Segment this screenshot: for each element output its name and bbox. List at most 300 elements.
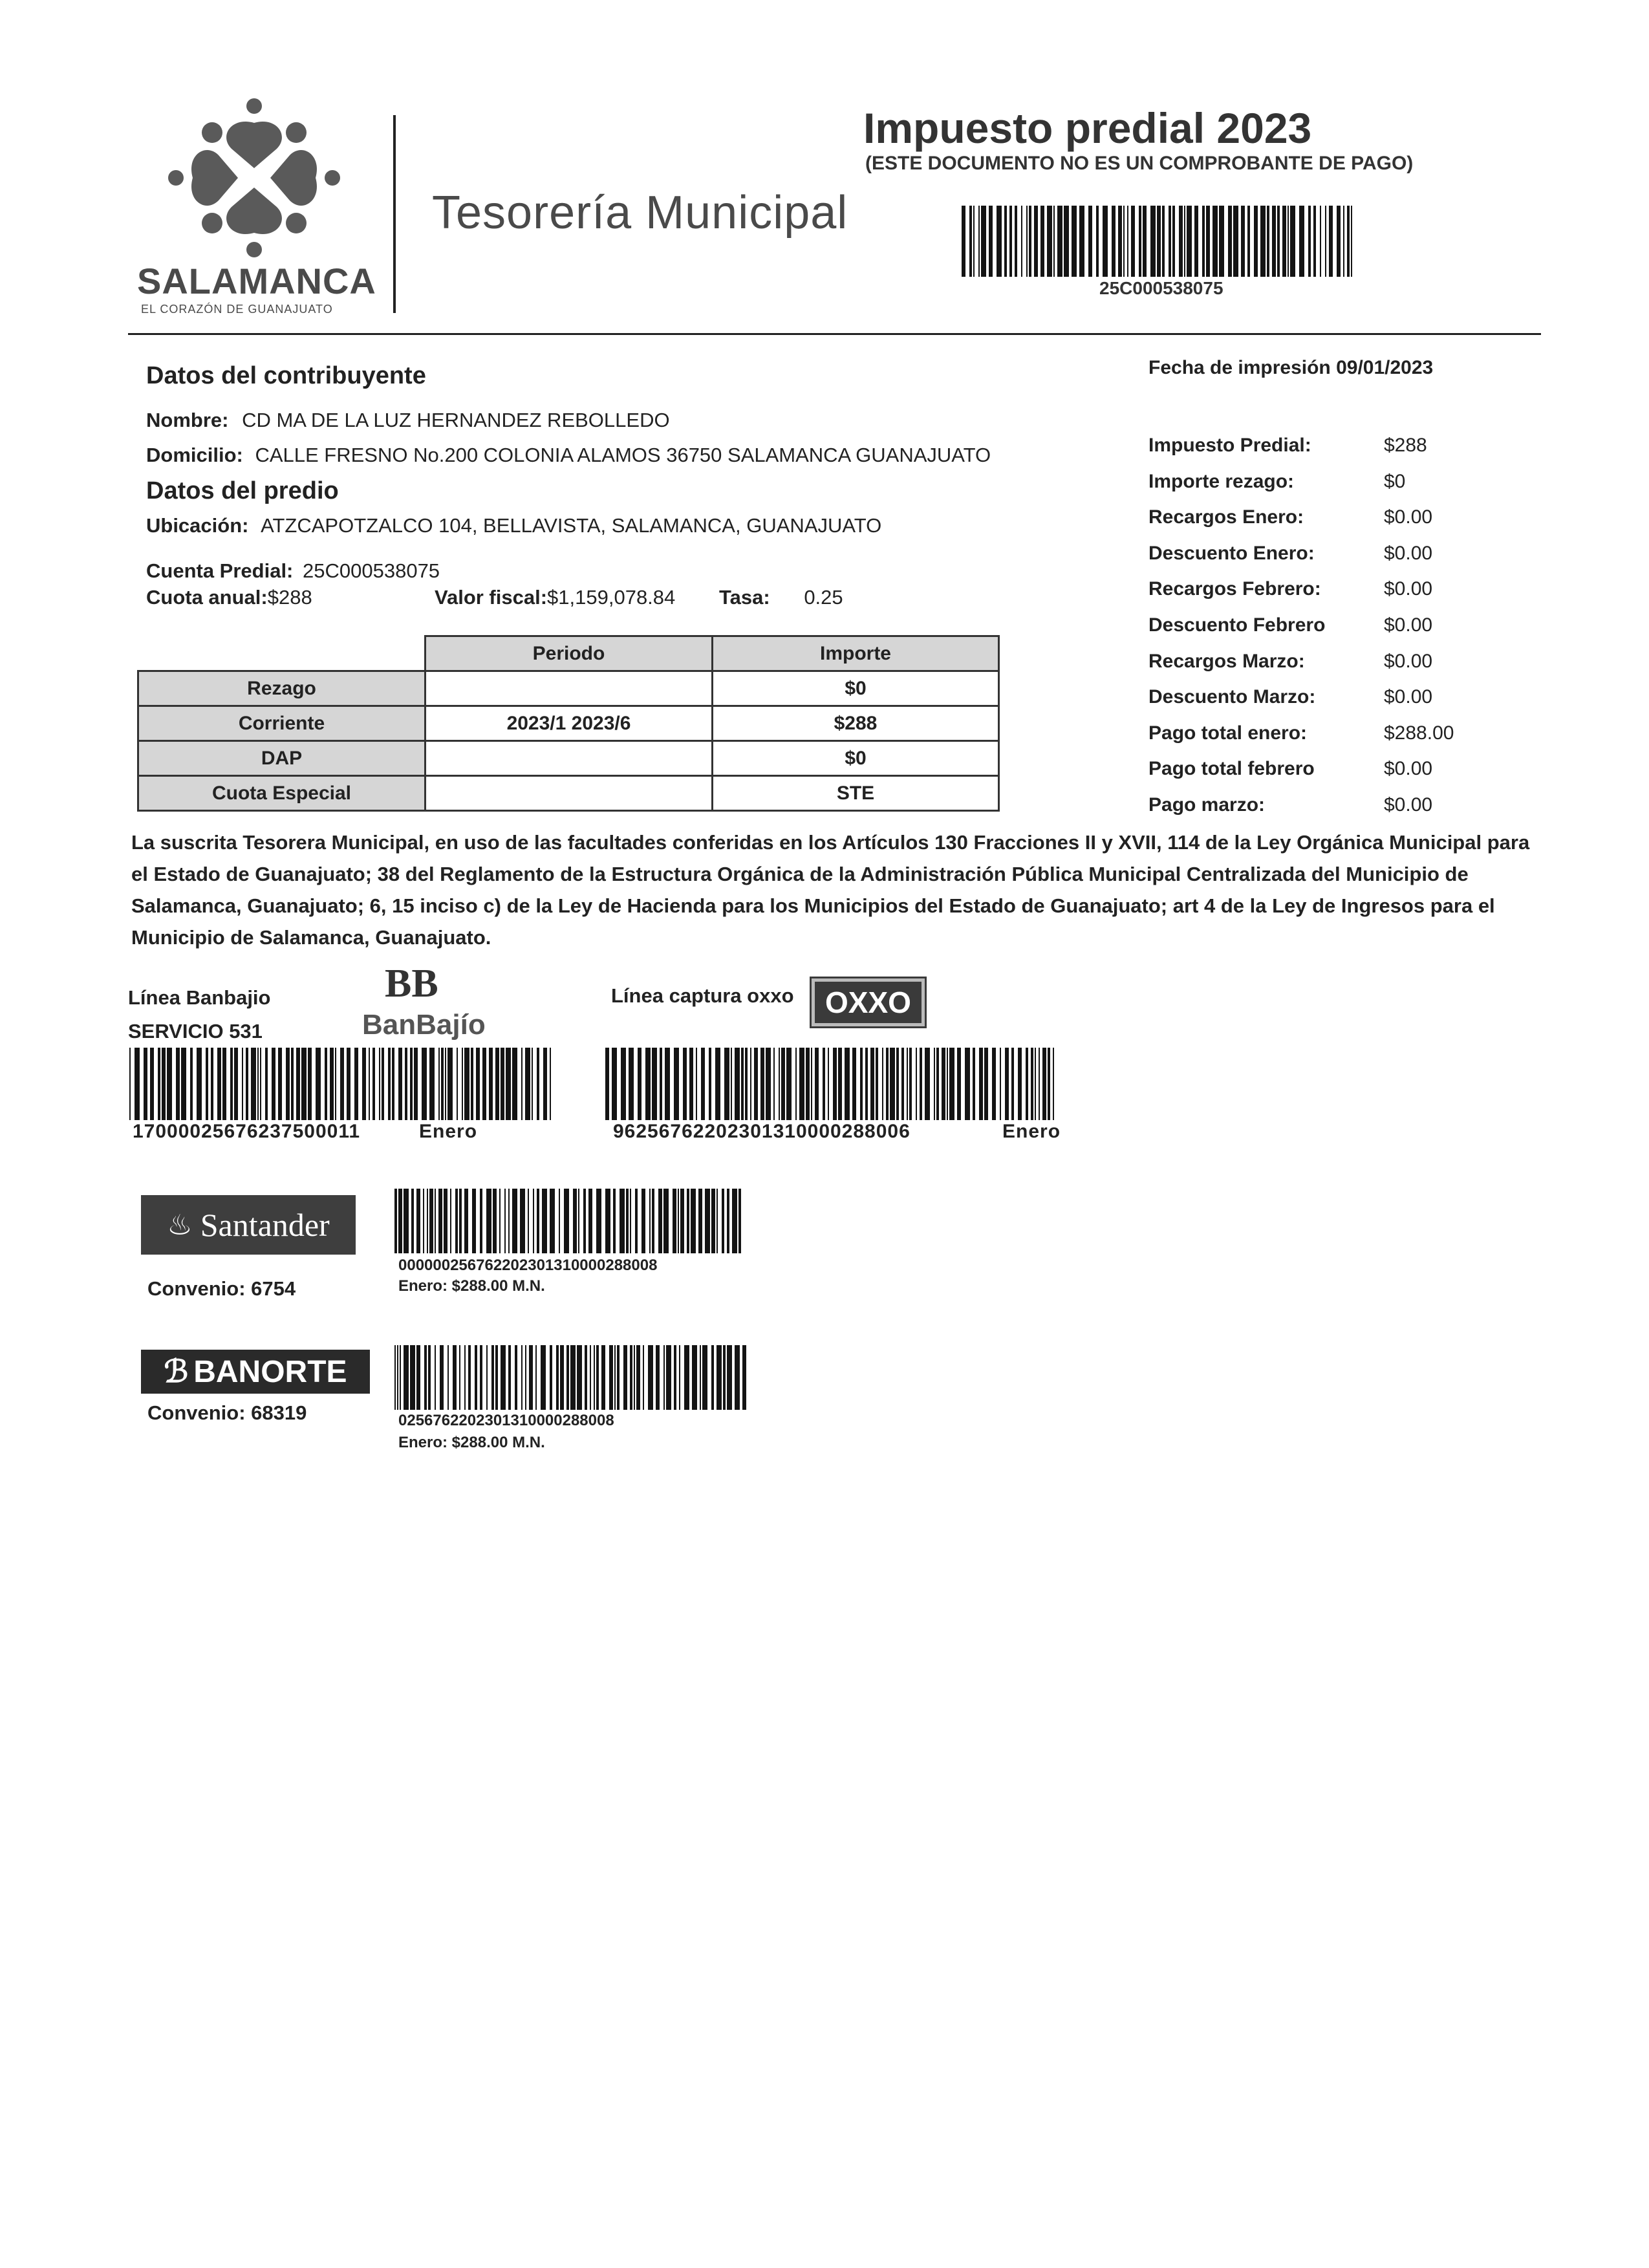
barcode-bar	[1057, 206, 1062, 277]
barcode-bar	[1179, 206, 1183, 277]
flame-icon: ♨	[167, 1209, 193, 1241]
barcode-bar	[754, 1048, 758, 1120]
barcode-bar	[308, 1048, 312, 1120]
barcode-bar	[162, 1048, 166, 1120]
summary-label: Descuento Marzo:	[1148, 686, 1316, 707]
barcode-bar	[1187, 206, 1192, 277]
barcode-bar	[398, 1048, 402, 1120]
barcode-bar	[435, 1345, 436, 1410]
barcode-bar	[438, 1048, 440, 1120]
domicilio-field	[146, 444, 991, 467]
summary-label: Pago total enero:	[1148, 722, 1308, 744]
barcode-bar	[660, 1048, 662, 1120]
legal-text: La suscrita Tesorera Municipal, en uso de las facultades conferidas en los Artículos 130 Fracciones II y XVII, 114 de la Ley Orgánica Municipal para el Estado de Guanajuato; 38 del Reglamento de la Estructura Orgánica de la Administración Pública Municipal Centralizada del Municipio de Salamanca, Guanajuato; 6, 15 inciso c) de la Ley de Hacienda para los Municipios del Estado de Guanajuato; art 4 de la Ley de Ingresos para el Municipio de Salamanca, Guanajuato.	[131, 831, 1530, 949]
barcode-bar	[1029, 206, 1031, 277]
barcode-bar	[882, 1048, 883, 1120]
oxxo-logo: OXXO	[812, 978, 925, 1026]
header-divider	[393, 115, 396, 313]
barcode-bar	[605, 1189, 610, 1253]
banbajio-servicio: SERVICIO 531	[128, 1020, 263, 1042]
barcode-bar	[1079, 206, 1084, 277]
barcode-bar	[583, 1189, 586, 1253]
barcode-bar	[673, 1189, 676, 1253]
barcode-bar	[1162, 206, 1165, 277]
salamanca-logo	[167, 97, 341, 259]
barcode-bar	[455, 1189, 458, 1253]
barcode-bar	[609, 1345, 613, 1410]
table-periodo	[426, 776, 713, 811]
barcode-bar	[394, 1189, 397, 1253]
barcode-bar	[1228, 206, 1232, 277]
barcode-bar	[742, 1345, 746, 1410]
barcode-bar	[823, 1048, 825, 1120]
barcode-bar	[828, 1048, 829, 1120]
barcode-bar	[766, 1048, 771, 1120]
santander-amount: Enero: $288.00 M.N.	[398, 1277, 545, 1295]
barcode-bar	[596, 1189, 601, 1253]
barcode-bar	[556, 1345, 559, 1410]
barcode-bar	[369, 1048, 370, 1120]
barcode-bar	[1034, 206, 1038, 277]
barcode-bar	[727, 1189, 729, 1253]
barcode-bar	[674, 1048, 679, 1120]
barcode-bar	[1139, 206, 1141, 277]
barcode-bar	[973, 1048, 975, 1120]
barcode-bar	[515, 1345, 517, 1410]
barcode-bar	[217, 1048, 221, 1120]
barcode-bar	[1131, 206, 1135, 277]
barcode-bar	[459, 1189, 462, 1253]
barcode-bar	[779, 1048, 780, 1120]
barcode-bar	[1337, 206, 1341, 277]
barcode-bar	[1260, 206, 1266, 277]
summary-value: $288	[1384, 435, 1427, 456]
summary-label: Descuento Febrero	[1148, 614, 1326, 636]
barcode-bar	[674, 1345, 676, 1410]
barcode-bar	[896, 1048, 899, 1120]
barcode-bar	[372, 1048, 375, 1120]
barcode-bar	[316, 1048, 321, 1120]
barcode-bar	[691, 1189, 696, 1253]
barcode-bar	[735, 1345, 740, 1410]
print-date	[1148, 357, 1433, 379]
barcode-bar	[1004, 206, 1007, 277]
barcode-bar	[981, 206, 986, 277]
barcode-bar	[723, 1345, 726, 1410]
banorte-amount: Enero: $288.00 M.N.	[398, 1434, 545, 1451]
barcode-bar	[404, 1189, 409, 1253]
barcode-bar	[158, 1048, 160, 1120]
santander-logo	[141, 1195, 356, 1255]
barcode-bar	[1039, 1048, 1040, 1120]
oxxo-barcode	[605, 1048, 1059, 1120]
barcode-bar	[242, 1048, 243, 1120]
barcode-bar	[570, 1345, 576, 1410]
barcode-bar	[590, 1345, 591, 1410]
barcode-bar	[278, 1048, 282, 1120]
barcode-bar	[521, 1345, 523, 1410]
barcode-bar	[1053, 206, 1055, 277]
barcode-bar	[1157, 206, 1161, 277]
barcode-bar	[440, 1345, 444, 1410]
tasa-field	[719, 586, 843, 609]
cuota-value: $288	[267, 586, 312, 609]
barcode-bar	[504, 1189, 506, 1253]
barcode-bar	[1247, 206, 1250, 277]
ubicacion-label: Ubicación:	[146, 514, 249, 537]
barcode-bar	[683, 1048, 687, 1120]
barcode-bar	[738, 1189, 741, 1253]
barcode-bar	[641, 1189, 645, 1253]
barcode-bar	[532, 1048, 533, 1120]
barcode-bar	[1127, 206, 1128, 277]
barcode-bar	[560, 1345, 564, 1410]
barcode-bar	[696, 1048, 697, 1120]
barcode-bar	[865, 1048, 868, 1120]
barcode-bar	[246, 1048, 248, 1120]
barcode-bar	[257, 1048, 259, 1120]
cuenta-field	[146, 559, 440, 583]
summary-value: $0.00	[1384, 506, 1433, 528]
barcode-bar	[135, 1048, 140, 1120]
barcode-bar	[521, 1048, 523, 1120]
barcode-bar	[550, 1189, 555, 1253]
barcode-bar	[1254, 206, 1258, 277]
barcode-bar	[643, 1345, 644, 1410]
barcode-bar	[1005, 1048, 1009, 1120]
barcode-bar	[901, 1048, 904, 1120]
table-row	[138, 671, 999, 706]
table-concept: Cuota Especial	[138, 776, 426, 811]
barcode-bar	[410, 1048, 413, 1120]
table-concept: Rezago	[138, 671, 426, 706]
barcode-bar	[1351, 206, 1352, 277]
barcode-bar	[286, 1048, 290, 1120]
barcode-bar	[907, 1048, 908, 1120]
barcode-bar	[1267, 206, 1269, 277]
summary-value: $0.00	[1384, 758, 1433, 779]
barcode-bar	[1064, 206, 1069, 277]
barcode-bar	[410, 1345, 415, 1410]
barcode-bar	[1206, 206, 1210, 277]
barcode-bar	[354, 1048, 358, 1120]
barcode-bar	[464, 1048, 469, 1120]
table-periodo	[426, 671, 713, 706]
barcode-bar	[957, 1048, 961, 1120]
barcode-bar	[1343, 206, 1344, 277]
barcode-bar	[1123, 206, 1125, 277]
oxxo-barcode-number: 96256762202301310000288006	[613, 1121, 911, 1142]
barcode-bar	[1233, 206, 1238, 277]
barcode-bar	[634, 1345, 635, 1410]
table-importe: $0	[713, 741, 999, 776]
barcode-bar	[325, 1048, 327, 1120]
barcode-bar	[176, 1048, 180, 1120]
barcode-bar	[459, 1345, 460, 1410]
barcode-bar	[732, 1189, 737, 1253]
barcode-bar	[617, 1345, 620, 1410]
barcode-bar	[1184, 206, 1185, 277]
barcode-bar	[181, 1048, 186, 1120]
barcode-bar	[400, 1345, 401, 1410]
barcode-bar	[464, 1345, 466, 1410]
barcode-bar	[1172, 206, 1175, 277]
barcode-bar	[649, 1189, 651, 1253]
barcode-bar	[528, 1189, 529, 1253]
barcode-bar	[428, 1345, 431, 1410]
barcode-bar	[1325, 206, 1326, 277]
valor-label: Valor fiscal:	[435, 586, 548, 609]
barcode-bar	[508, 1189, 510, 1253]
barcode-bar	[468, 1345, 471, 1410]
barcode-bar	[711, 1345, 714, 1410]
barcode-bar	[984, 1048, 988, 1120]
barcode-bar	[638, 1048, 641, 1120]
barcode-bar	[291, 1048, 294, 1120]
barcode-bar	[190, 1048, 193, 1120]
table-concept: DAP	[138, 741, 426, 776]
barcode-bar	[1103, 206, 1108, 277]
tasa-value: 0.25	[804, 586, 843, 609]
barcode-bar	[656, 1345, 660, 1410]
barcode-bar	[1009, 206, 1012, 277]
barcode-bar	[992, 1048, 996, 1120]
table-importe: $288	[713, 706, 999, 741]
barcode-bar	[596, 1345, 599, 1410]
barcode-bar	[222, 1048, 226, 1120]
barcode-bar	[429, 1189, 433, 1253]
cuota-label: Cuota anual:	[146, 586, 268, 609]
barcode-bar	[167, 1048, 172, 1120]
barcode-bar	[211, 1048, 213, 1120]
oxxo-month: Enero	[1002, 1121, 1061, 1142]
barcode-bar	[486, 1345, 488, 1410]
barcode-bar	[680, 1189, 684, 1253]
summary-value: $0.00	[1384, 686, 1433, 707]
barcode-bar	[577, 1345, 582, 1410]
barcode-bar	[476, 1048, 480, 1120]
barcode-bar	[512, 1048, 517, 1120]
barcode-bar	[978, 206, 980, 277]
barcode-bar	[700, 1345, 701, 1410]
barcode-bar	[411, 1189, 414, 1253]
barcode-bar	[1282, 206, 1286, 277]
header-barcode	[962, 206, 1356, 277]
barcode-bar	[573, 1189, 577, 1253]
barcode-bar	[416, 1189, 420, 1253]
barcode-bar	[382, 1048, 384, 1120]
barcode-bar	[1320, 206, 1321, 277]
document-note: (ESTE DOCUMENTO NO ES UN COMPROBANTE DE PAGO)	[865, 153, 1414, 174]
barcode-bar	[942, 1048, 945, 1120]
banbajio-logo-text: BanBajío	[362, 1009, 486, 1041]
summary-value: $0.00	[1384, 543, 1433, 564]
brand-tagline: EL CORAZÓN DE GUANAJUATO	[141, 303, 333, 316]
barcode-bar	[464, 1189, 468, 1253]
banbajio-month: Enero	[419, 1121, 478, 1142]
barcode-bar	[542, 1189, 547, 1253]
summary-label: Impuesto Predial:	[1148, 435, 1311, 456]
barcode-bar	[1329, 206, 1333, 277]
summary-label: Recargos Febrero:	[1148, 578, 1321, 599]
banbajio-label: Línea Banbajio	[128, 986, 271, 1009]
domicilio-label: Domicilio:	[146, 444, 243, 466]
barcode-bar	[735, 1048, 740, 1120]
barcode-bar	[997, 206, 1002, 277]
barcode-bar	[422, 1048, 427, 1120]
banbajio-barcode	[129, 1048, 553, 1120]
barcode-bar	[1194, 206, 1198, 277]
oxxo-label: Línea captura oxxo	[611, 984, 794, 1007]
barcode-bar	[1313, 206, 1316, 277]
barcode-bar	[330, 1048, 334, 1120]
tasa-label: Tasa:	[719, 586, 770, 609]
santander-convenio: Convenio: 6754	[147, 1277, 296, 1300]
barcode-bar	[1219, 206, 1224, 277]
barcode-bar	[486, 1189, 491, 1253]
barcode-bar	[969, 206, 972, 277]
barcode-bar	[480, 1345, 482, 1410]
barcode-bar	[260, 1048, 261, 1120]
barcode-bar	[1018, 1048, 1022, 1120]
barcode-bar	[947, 1048, 948, 1120]
barcode-bar	[701, 1048, 705, 1120]
barcode-bar	[620, 1189, 625, 1253]
barcode-bar	[635, 1189, 638, 1253]
barcode-bar	[1212, 206, 1218, 277]
barcode-bar	[550, 1345, 552, 1410]
print-date-value: 09/01/2023	[1336, 357, 1434, 378]
summary-value: $0.00	[1384, 614, 1433, 636]
barcode-bar	[489, 1048, 493, 1120]
print-date-label: Fecha de impresión	[1148, 357, 1331, 378]
barcode-bar	[525, 1345, 526, 1410]
barcode-bar	[689, 1048, 693, 1120]
summary-label: Pago marzo:	[1148, 794, 1266, 815]
period-table	[137, 635, 1000, 812]
banbajio-barcode-number: 1700002567623750001​1	[133, 1121, 361, 1142]
barcode-bar	[722, 1189, 724, 1253]
barcode-bar	[806, 1048, 810, 1120]
barcode-bar	[614, 1345, 616, 1410]
barcode-bar	[1047, 206, 1052, 277]
property-heading: Datos del predio	[146, 477, 339, 504]
barcode-bar	[347, 1048, 350, 1120]
barcode-bar	[678, 1189, 679, 1253]
table-concept: Corriente	[138, 706, 426, 741]
santander-barcode	[394, 1189, 747, 1253]
barcode-bar	[272, 1048, 275, 1120]
barcode-bar	[301, 1048, 307, 1120]
barcode-bar	[508, 1345, 511, 1410]
barcode-bar	[335, 1048, 336, 1120]
barcode-bar	[251, 1048, 256, 1120]
barcode-bar	[838, 1048, 842, 1120]
barcode-bar	[429, 1048, 435, 1120]
barcode-bar	[920, 1048, 922, 1120]
barcode-bar	[397, 1345, 398, 1410]
barcode-bar	[705, 1189, 710, 1253]
barcode-bar	[457, 1048, 458, 1120]
barcode-bar	[398, 1189, 402, 1253]
barcode-bar	[731, 1048, 732, 1120]
barcode-bar	[630, 1345, 632, 1410]
barcode-bar	[1143, 206, 1147, 277]
barcode-bar	[520, 1189, 525, 1253]
barcode-bar	[480, 1189, 482, 1253]
banorte-barcode-number: 02567622023013100002880​08	[398, 1412, 614, 1429]
header-rule	[128, 333, 1541, 335]
barcode-bar	[645, 1048, 651, 1120]
valor-field	[435, 586, 675, 609]
barcode-bar	[786, 1048, 792, 1120]
banorte-barcode	[394, 1345, 747, 1410]
barcode-bar	[886, 1048, 889, 1120]
barcode-bar	[1277, 206, 1280, 277]
barcode-bar	[973, 206, 975, 277]
barcode-bar	[934, 1048, 935, 1120]
barcode-bar	[698, 1189, 702, 1253]
barcode-bar	[890, 1048, 895, 1120]
barcode-bar	[1026, 206, 1028, 277]
barcode-bar	[1042, 1048, 1046, 1120]
ubicacion-field	[146, 514, 881, 537]
barcode-bar	[1202, 206, 1205, 277]
summary-value: $0.00	[1384, 651, 1433, 672]
santander-logo-text: Santander	[200, 1207, 330, 1243]
barcode-bar	[1347, 206, 1350, 277]
summary-value: $0	[1384, 471, 1406, 492]
barcode-bar	[438, 1189, 442, 1253]
cuota-field	[146, 586, 312, 609]
barcode-bar	[529, 1345, 533, 1410]
barcode-bar	[491, 1345, 494, 1410]
barcode-bar	[499, 1189, 501, 1253]
barcode-bar	[1021, 206, 1022, 277]
summary-label: Recargos Marzo:	[1148, 651, 1305, 672]
summary-value: $0.00	[1384, 794, 1433, 815]
summary-value: $0.00	[1384, 578, 1433, 599]
barcode-bar	[916, 1048, 917, 1120]
barcode-bar	[630, 1189, 631, 1253]
barcode-bar	[1088, 206, 1092, 277]
banorte-logo-text: BANORTE	[193, 1354, 347, 1389]
barcode-bar	[475, 1345, 477, 1410]
barcode-bar	[1011, 1048, 1014, 1120]
barcode-bar	[750, 1048, 751, 1120]
nombre-field	[146, 409, 670, 432]
barcode-bar	[989, 206, 993, 277]
domicilio-value: CALLE FRESNO No.200 COLONIA ALAMOS 36750 SALAMANCA GUANAJUATO	[255, 444, 991, 466]
barcode-bar	[1096, 206, 1099, 277]
barcode-bar	[663, 1189, 669, 1253]
barcode-bar	[658, 1189, 662, 1253]
table-header-blank	[138, 636, 426, 671]
barcode-bar	[605, 1048, 609, 1120]
barcode-bar	[1000, 1048, 1001, 1120]
barcode-bar	[234, 1048, 238, 1120]
barcode-bar	[652, 1048, 657, 1120]
barcode-bar	[537, 1048, 539, 1120]
barcode-bar	[860, 1048, 863, 1120]
barcode-bar	[626, 1189, 629, 1253]
barcode-bar	[1026, 1048, 1028, 1120]
barcode-bar	[652, 1189, 654, 1253]
barcode-bar	[679, 1345, 680, 1410]
summary-label: Importe rezago:	[1148, 471, 1295, 492]
barcode-bar	[482, 1048, 486, 1120]
barcode-bar	[404, 1345, 409, 1410]
